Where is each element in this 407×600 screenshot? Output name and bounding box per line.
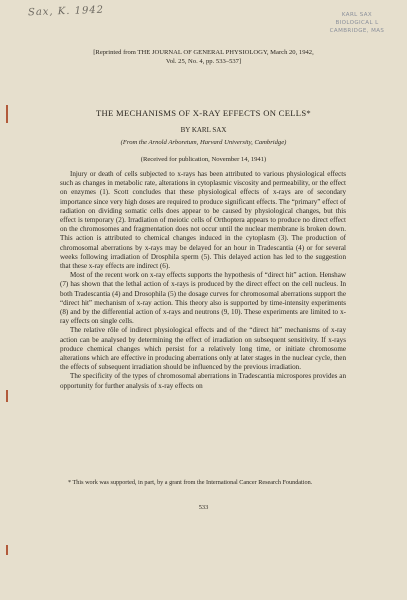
- stamp-line: BIOLOGICAL L: [335, 20, 379, 26]
- stamp-line: KARL SAX: [341, 12, 373, 18]
- reprint-line-2: Vol. 25, No. 4, pp. 533–537]: [165, 58, 242, 65]
- footnote: [60, 479, 346, 487]
- article-author: BY KARL SAX: [180, 126, 227, 134]
- paragraph: Injury or death of cells subjected to x-rays has been attributed to various physiological effects such as changes in metabolic rate, alterations in cytoplasmic viscosity and permeability, or the effect on enzymes (1). Scott concludes that these physiological effects of x-rays are of secondary importance since very high doses are required to produce significant effects. The “primary” effect of radiation on dividing somatic cells does appear to be caused by physiological changes, but this effect is temporary (2). Irradiation of meiotic cells of Orthoptera appears to produce no direct effect on the chromosomes and fragmentation does not occur until the nuclear membrane is broken down. This action is attributed to chemical changes induced in the cytoplasm (3). The production of chromosomal aberrations by x-rays may be delayed for an hour in Tradescantia (4) or for several weeks following irradiation of Drosphila sperm (5). This delayed action has led to the suggestion that these x-ray effects are indirect (6).: [60, 170, 346, 271]
- margin-mark: [6, 545, 8, 555]
- author-affiliation: (From the Arnold Arboretum, Harvard University, Cambridge): [120, 139, 287, 146]
- paragraph: The specificity of the types of chromosomal aberrations in Tradescantia microspores provides an opportunity for further analysis of x-ray effects on: [60, 372, 346, 390]
- library-stamp: [322, 11, 392, 35]
- article-title: THE MECHANISMS OF X-RAY EFFECTS ON CELLS*: [95, 108, 312, 118]
- stamp-line: CAMBRIDGE, MAS: [329, 28, 385, 34]
- page-number: 533: [198, 504, 209, 511]
- paragraph: The relative rôle of indirect physiological effects and of the “direct hit” mechanisms of x-ray action can be analysed by determining the effect of irradiation on subsequent sensitivity. If x-rays produce chemical changes which persist for a relatively long time, or initiate chromosome alterations which are effective in producing aberrations only at later stages in the nuclear cycle, then the effects of subsequent irradiation should be influenced by the previous irradiation.: [60, 326, 346, 372]
- reprint-notice: [40, 48, 367, 66]
- paragraph: Most of the recent work on x-ray effects supports the hypothesis of “direct hit” action. Henshaw (7) has shown that the lethal action of x-rays is produced by the direct effect on the cell nucleus. In both Tradescantia (4) and Drosophila (5) the dosage curves for chromosomal aberrations support the “direct hit” mechanism of x-ray action. This theory also is supported by time-intensity experiments (8) and by the differential action of x-rays and neutrons (9, 10). These experiments are limited to x-ray effects on single cells.: [60, 271, 346, 326]
- received-date: (Received for publication, November 14, 1941): [140, 156, 267, 163]
- article-body: [60, 170, 346, 391]
- margin-mark: [6, 105, 8, 123]
- reprint-line-1: [Reprinted from THE JOURNAL OF GENERAL PHYSIOLOGY, March 20, 1942,: [93, 49, 314, 56]
- margin-mark: [6, 390, 8, 402]
- handwritten-annotation: Sax, K. 1942: [27, 4, 105, 19]
- footnote-text: * This work was supported, in part, by a grant from the International Cancer Research Foundation.: [68, 479, 313, 486]
